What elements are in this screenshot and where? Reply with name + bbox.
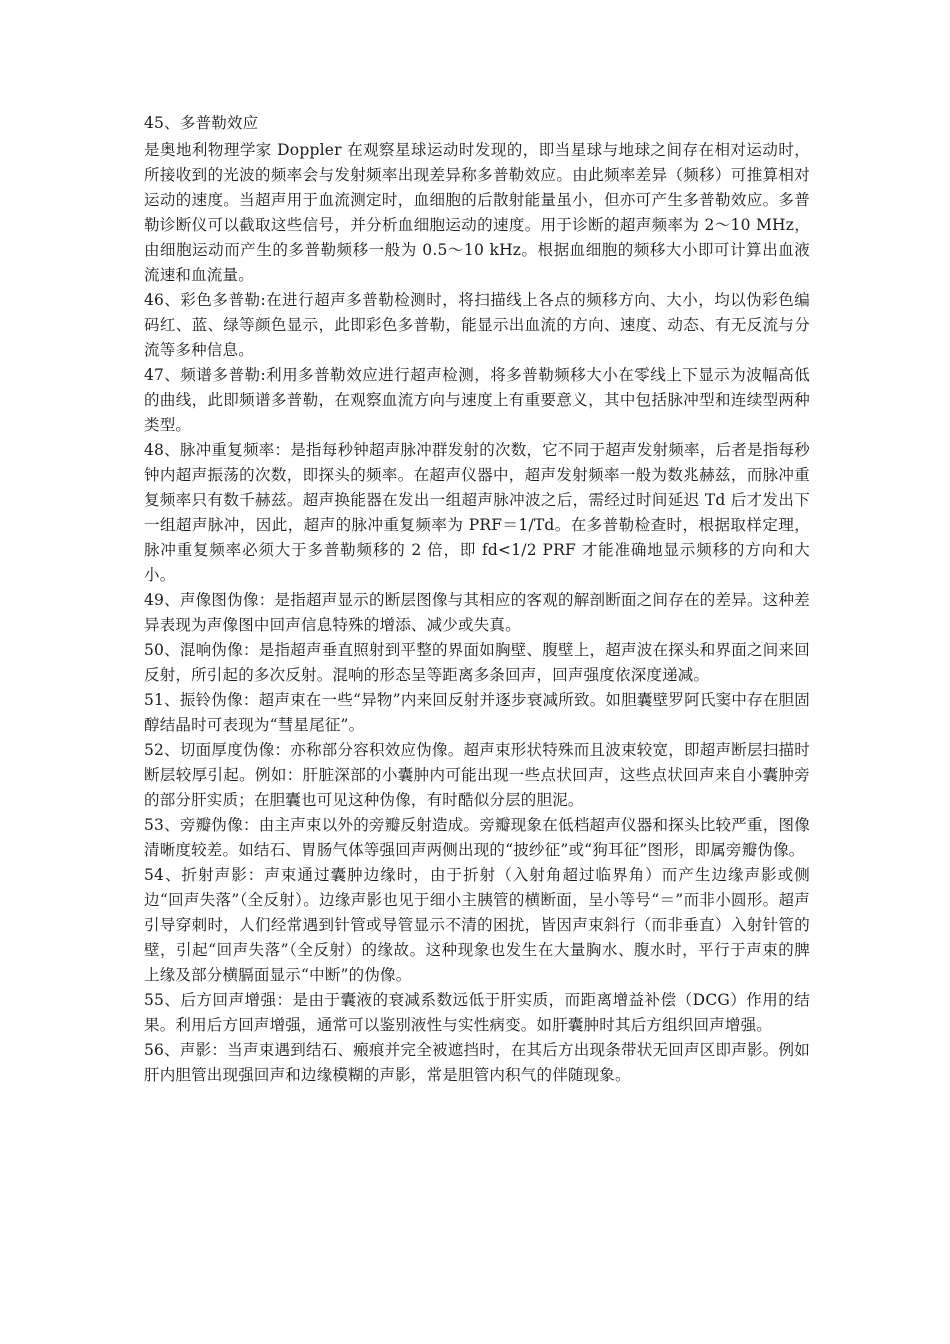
paragraph-56-acoustic-shadow: 56、声影：当声束遇到结石、瘢痕并完全被遮挡时，在其后方出现条带状无回声区即声影。例如肝内胆管出现强回声和边缘模糊的声影，常是胆管内积气的伴随现象。 <box>144 1041 810 1084</box>
section-heading-45: 45、多普勒效应 <box>144 114 259 132</box>
document-body <box>144 111 810 1088</box>
paragraph-46-color-doppler: 46、彩色多普勒:在进行超声多普勒检测时，将扫描线上各点的频移方向、大小，均以伪彩色编码红、蓝、绿等颜色显示，此即彩色多普勒，能显示出血流的方向、速度、动态、有无反流与分流等多种信息。 <box>144 291 810 359</box>
paragraph-55-posterior-enhancement: 55、后方回声增强：是由于囊液的衰减系数远低于肝实质，而距离增益补偿（DCG）作用的结果。利用后方回声增强，通常可以鉴别液性与实性病变。如肝囊肿时其后方组织回声增强。 <box>144 991 810 1034</box>
paragraph-45-doppler-effect: 是奥地利物理学家 Doppler 在观察星球运动时发现的，即当星球与地球之间存在相对运动时，所接收到的光波的频率会与发射频率出现差异称多普勒效应。由此频率差异（频移）可推算相对运动的速度。当超声用于血流测定时，血细胞的后散射能量虽小，但亦可产生多普勒效应。多普勒诊断仪可以截取这些信号，并分析血细胞运动的速度。用于诊断的超声频率为 2～10 MHz，由细胞运动而产生的多普勒频移一般为 0.5～10 kHz。根据血细胞的频移大小即可计算出血液流速和血流量。 <box>144 141 810 284</box>
paragraph-54-refraction-shadow: 54、折射声影：声束通过囊肿边缘时，由于折射（入射角超过临界角）而产生边缘声影或侧边“回声失落”（全反射）。边缘声影也见于细小主胰管的横断面，呈小等号“＝”而非小圆形。超声引导穿刺时，人们经常遇到针管或导管显示不清的困扰，皆因声束斜行（而非垂直）入射针管的壁，引起“回声失落”（全反射）的缘故。这种现象也发生在大量胸水、腹水时，平行于声束的脾上缘及部分横膈面显示“中断”的伪像。 <box>144 866 810 984</box>
paragraph-49-image-artifact: 49、声像图伪像：是指超声显示的断层图像与其相应的客观的解剖断面之间存在的差异。这种差异表现为声像图中回声信息特殊的增添、减少或失真。 <box>144 591 810 634</box>
paragraph-50-reverberation-artifact: 50、混响伪像：是指超声垂直照射到平整的界面如胸壁、腹壁上，超声波在探头和界面之间来回反射，所引起的多次反射。混响的形态呈等距离多条回声，回声强度依深度递减。 <box>144 641 810 684</box>
paragraph-51-ringing-artifact: 51、振铃伪像：超声束在一些“异物”内来回反射并逐步衰减所致。如胆囊壁罗阿氏窦中存在胆固醇结晶时可表现为“彗星尾征”。 <box>144 691 810 734</box>
paragraph-47-spectral-doppler: 47、频谱多普勒:利用多普勒效应进行超声检测，将多普勒频移大小在零线上下显示为波幅高低的曲线，此即频谱多普勒，在观察血流方向与速度上有重要意义，其中包括脉冲型和连续型两种类型。 <box>144 366 810 434</box>
paragraph-52-slice-thickness-artifact: 52、切面厚度伪像：亦称部分容积效应伪像。超声束形状特殊而且波束较宽，即超声断层扫描时断层较厚引起。例如：肝脏深部的小囊肿内可能出现一些点状回声，这些点状回声来自小囊肿旁的部分肝实质；在胆囊也可见这种伪像，有时酷似分层的胆泥。 <box>144 741 810 809</box>
paragraph-53-side-lobe-artifact: 53、旁瓣伪像：由主声束以外的旁瓣反射造成。旁瓣现象在低档超声仪器和探头比较严重，图像清晰度较差。如结石、胃肠气体等强回声两侧出现的“披纱征”或“狗耳征”图形，即属旁瓣伪像。 <box>144 816 810 859</box>
paragraph-48-pulse-repetition-frequency: 48、脉冲重复频率：是指每秒钟超声脉冲群发射的次数，它不同于超声发射频率，后者是指每秒钟内超声振荡的次数，即探头的频率。在超声仪器中，超声发射频率一般为数兆赫兹，而脉冲重复频率只有数千赫兹。超声换能器在发出一组超声脉冲波之后，需经过时间延迟 Td 后才发出下一组超声脉冲，因此，超声的脉冲重复频率为 PRF＝1/Td。在多普勒检查时，根据取样定理，脉冲重复频率必须大于多普勒频移的 2 倍，即 fd<1/2 PRF 才能准确地显示频移的方向和大小。 <box>144 441 810 584</box>
